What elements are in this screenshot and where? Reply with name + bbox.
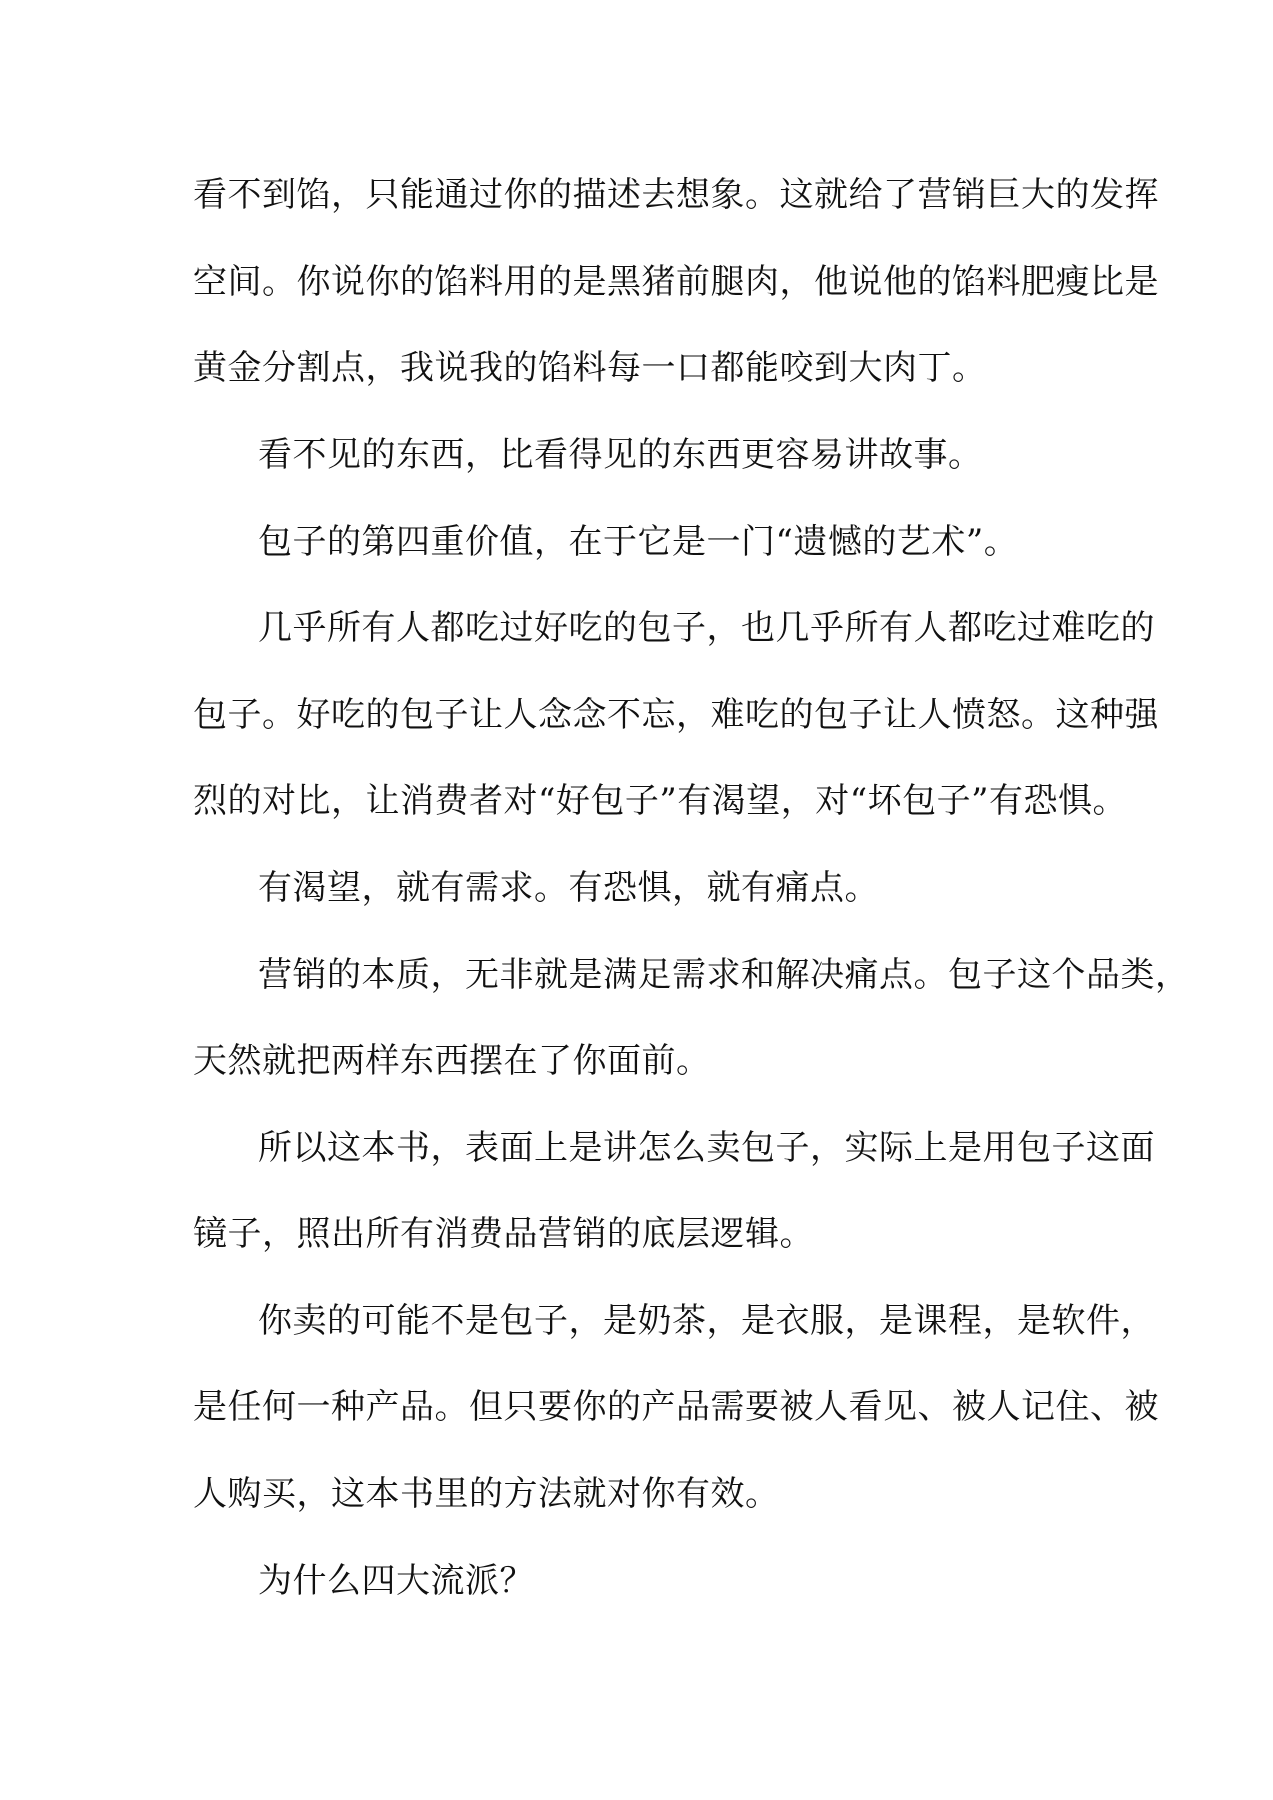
paragraph-line-14: 你卖的可能不是包子，是奶茶，是衣服，是课程，是软件， xyxy=(258,1301,1155,1341)
paragraph-line-4: 看不见的东西，比看得见的东西更容易讲故事。 xyxy=(258,435,983,475)
text-line-1: 看不到馅，只能通过你的描述去想象。这就给了营销巨大的发挥 xyxy=(193,175,1159,215)
text-line-7: 包子。好吃的包子让人念念不忘，难吃的包子让人愤怒。这种强 xyxy=(193,695,1159,735)
paragraph-line-5: 包子的第四重价值，在于它是一门“遗憾的艺术”。 xyxy=(258,522,1019,562)
text-line-11: 天然就把两样东西摆在了你面前。 xyxy=(193,1041,711,1081)
text-line-8: 烈的对比，让消费者对“好包子”有渴望，对“坏包子”有恐惧。 xyxy=(193,781,1128,821)
text-line-15: 是任何一种产品。但只要你的产品需要被人看见、被人记住、被 xyxy=(193,1387,1159,1427)
text-line-13: 镜子，照出所有消费品营销的底层逻辑。 xyxy=(193,1214,814,1254)
text-line-16: 人购买，这本书里的方法就对你有效。 xyxy=(193,1474,780,1514)
paragraph-line-9: 有渴望，就有需求。有恐惧，就有痛点。 xyxy=(258,868,879,908)
paragraph-line-12: 所以这本书，表面上是讲怎么卖包子，实际上是用包子这面 xyxy=(258,1128,1155,1168)
text-line-2: 空间。你说你的馅料用的是黑猪前腿肉，他说他的馅料肥瘦比是 xyxy=(193,262,1159,302)
paragraph-line-6: 几乎所有人都吃过好吃的包子，也几乎所有人都吃过难吃的 xyxy=(258,608,1155,648)
paragraph-line-10: 营销的本质，无非就是满足需求和解决痛点。包子这个品类， xyxy=(258,955,1190,995)
text-line-3: 黄金分割点，我说我的馅料每一口都能咬到大肉丁。 xyxy=(193,348,987,388)
paragraph-line-17: 为什么四大流派？ xyxy=(258,1561,534,1601)
